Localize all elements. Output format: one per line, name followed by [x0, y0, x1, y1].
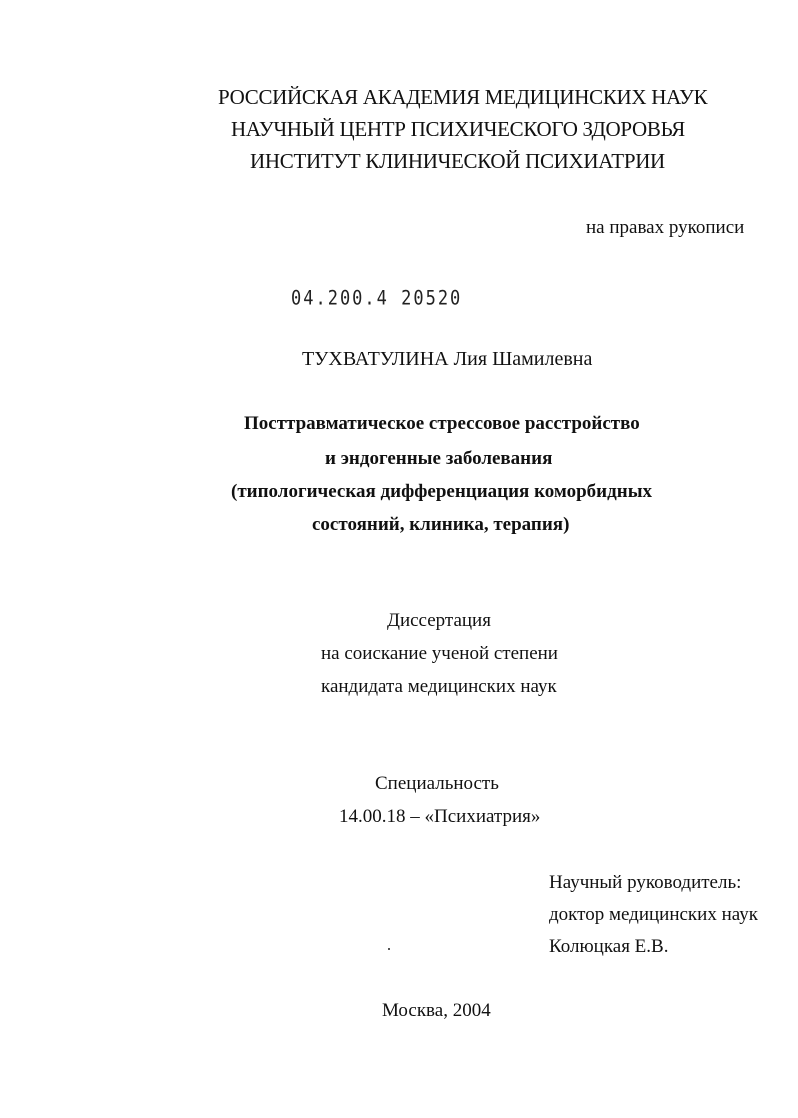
degree-purpose: на соискание ученой степени: [321, 643, 558, 664]
title-line-2: и эндогенные заболевания: [325, 448, 553, 469]
title-line-4: состояний, клиника, терапия): [312, 514, 570, 535]
org-center: НАУЧНЫЙ ЦЕНТР ПСИХИЧЕСКОГО ЗДОРОВЬЯ: [231, 117, 685, 141]
specialty-label: Специальность: [375, 773, 499, 794]
registration-stamp: 04.200.4 20520: [291, 287, 463, 310]
org-academy: РОССИЙСКАЯ АКАДЕМИЯ МЕДИЦИНСКИХ НАУК: [218, 85, 708, 109]
supervisor-degree: доктор медицинских наук: [549, 904, 758, 925]
supervisor-name: Колюцкая Е.В.: [549, 936, 669, 957]
org-institute: ИНСТИТУТ КЛИНИЧЕСКОЙ ПСИХИАТРИИ: [250, 149, 665, 173]
specialty-value: 14.00.18 – «Психиатрия»: [339, 806, 541, 827]
place-year: Москва, 2004: [382, 1000, 491, 1021]
supervisor-label: Научный руководитель:: [549, 872, 742, 893]
scan-speck: [388, 948, 390, 950]
work-type: Диссертация: [387, 610, 491, 631]
degree-field: кандидата медицинских наук: [321, 676, 557, 697]
author-name: ТУХВАТУЛИНА Лия Шамилевна: [302, 348, 593, 370]
title-line-3: (типологическая дифференциация коморбидных: [231, 481, 653, 502]
title-line-1: Посттравматическое стрессовое расстройство: [244, 413, 640, 434]
manuscript-note: на правах рукописи: [586, 217, 745, 238]
